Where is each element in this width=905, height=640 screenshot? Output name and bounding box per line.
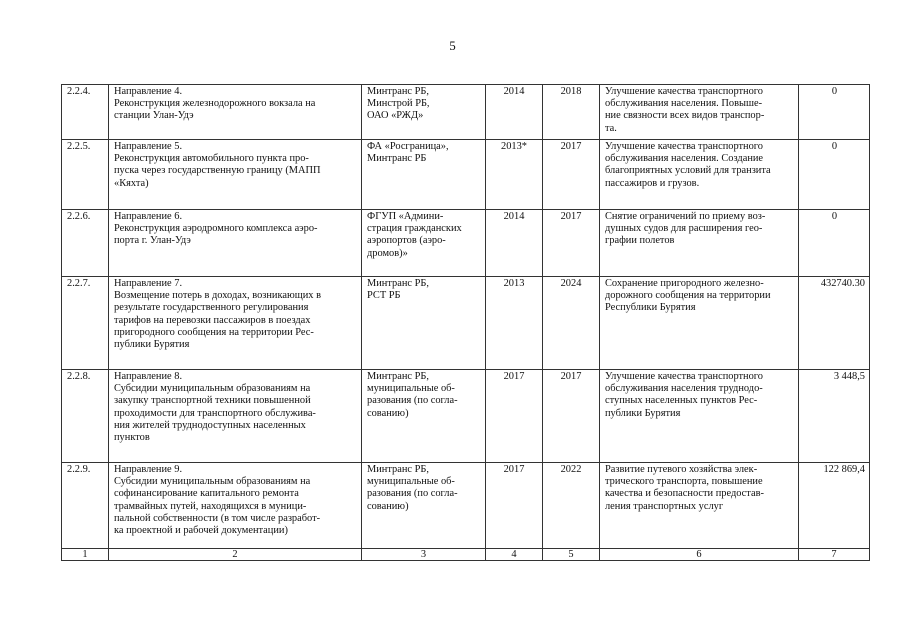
item-number-cell: 2.2.8. <box>62 370 109 463</box>
column-number-cell: 3 <box>362 549 486 561</box>
expected-result-cell <box>600 277 799 370</box>
activity-name-cell <box>109 463 362 549</box>
activity-name-cell-line: Субсидии муниципальным образованиям на <box>114 476 311 488</box>
activity-name-cell <box>109 140 362 210</box>
activity-name-cell-line: порта г. Улан-Удэ <box>114 235 191 247</box>
start-year-cell: 2013* <box>486 140 543 210</box>
item-number-cell: 2.2.4. <box>62 85 109 140</box>
expected-result-cell-line: ступных населенных пунктов Рес- <box>605 395 758 407</box>
activity-name-cell-line: пальной собственности (в том числе разработ- <box>114 512 321 524</box>
activity-name-cell-line: ния жителей труднодоступных населенных <box>114 419 306 431</box>
table-row <box>62 85 870 140</box>
expected-result-cell-line: пассажиров и грузов. <box>605 177 700 189</box>
activity-name-cell-line: пунктов <box>114 432 150 444</box>
column-number-cell: 5 <box>543 549 600 561</box>
activity-name-cell-line: Направление 6. <box>114 211 183 222</box>
start-year-cell: 2017 <box>486 370 543 463</box>
executor-cell <box>362 370 486 463</box>
executor-cell-line: сованию) <box>367 500 409 512</box>
table-body <box>62 85 870 561</box>
end-year-cell: 2017 <box>543 210 600 277</box>
executor-cell-line: аэропортов (аэро- <box>367 235 446 247</box>
financing-cell: 3 448,5 <box>799 370 870 463</box>
expected-result-cell-line: Снятие ограничений по приему воз- <box>605 211 766 222</box>
expected-result-cell-line: обслуживания населения. Создание <box>605 153 764 165</box>
expected-result-cell-line: та. <box>605 122 617 134</box>
financing-cell: 432740.30 <box>799 277 870 370</box>
executor-cell-line: Минтранс РБ, <box>367 278 429 289</box>
expected-result-cell-line: дорожного сообщения на территории <box>605 290 771 302</box>
executor-cell-line: разования (по согла- <box>367 488 458 500</box>
activity-name-cell-line: Реконструкция железнодорожного вокзала на <box>114 98 316 110</box>
executor-cell-line: ОАО «РЖД» <box>367 110 424 122</box>
expected-result-cell <box>600 210 799 277</box>
page-number: 5 <box>449 38 456 53</box>
end-year-cell: 2017 <box>543 140 600 210</box>
activity-name-cell-line: Направление 5. <box>114 141 183 152</box>
financing-cell: 0 <box>799 140 870 210</box>
expected-result-cell-line: Сохранение пригородного железно- <box>605 278 764 289</box>
table-row <box>62 463 870 549</box>
expected-result-cell-line: ления транспортных услуг <box>605 500 724 512</box>
end-year-cell: 2018 <box>543 85 600 140</box>
executor-cell <box>362 85 486 140</box>
expected-result-cell-line: Улучшение качества транспортного <box>605 141 764 152</box>
activity-name-cell-line: Реконструкция аэродромного комплекса аэро- <box>114 223 318 235</box>
activity-name-cell-line: результате государственного регулирования <box>114 302 309 314</box>
activity-name-cell-line: Направление 8. <box>114 371 183 382</box>
table-row <box>62 140 870 210</box>
executor-cell-line: дромов)» <box>367 247 408 259</box>
executor-cell-line: Минтранс РБ <box>367 153 427 165</box>
expected-result-cell-line: Развитие путевого хозяйства элек- <box>605 464 758 475</box>
executor-cell-line: Минтранс РБ, <box>367 86 429 97</box>
item-number-cell: 2.2.5. <box>62 140 109 210</box>
column-number-cell: 7 <box>799 549 870 561</box>
expected-result-cell-line: качества и безопасности предостав- <box>605 488 764 500</box>
activity-name-cell-line: публики Бурятия <box>114 339 190 351</box>
end-year-cell: 2022 <box>543 463 600 549</box>
activity-name-cell-line: станции Улан-Удэ <box>114 110 194 122</box>
executor-cell-line: ФА «Росграница», <box>367 141 449 152</box>
financing-cell: 122 869,4 <box>799 463 870 549</box>
expected-result-cell <box>600 85 799 140</box>
activity-name-cell <box>109 85 362 140</box>
activity-name-cell <box>109 277 362 370</box>
executor-cell-line: муниципальные об- <box>367 476 455 488</box>
expected-result-cell-line: ние связности всех видов транспор- <box>605 110 765 122</box>
activity-name-cell-line: Направление 7. <box>114 278 183 289</box>
start-year-cell: 2014 <box>486 85 543 140</box>
expected-result-cell-line: обслуживания населения труднодо- <box>605 383 763 395</box>
activity-name-cell-line: Реконструкция автомобильного пункта про- <box>114 153 309 165</box>
executor-cell-line: Минтранс РБ, <box>367 464 429 475</box>
table-row <box>62 210 870 277</box>
executor-cell-line: сованию) <box>367 407 409 419</box>
table-row <box>62 277 870 370</box>
activity-name-cell-line: закупку транспортной техники повышенной <box>114 395 311 407</box>
expected-result-cell-line: Улучшение качества транспортного <box>605 371 764 382</box>
item-number-cell: 2.2.6. <box>62 210 109 277</box>
activity-name-cell <box>109 370 362 463</box>
activity-name-cell-line: проходимости для транспортного обслужива- <box>114 407 316 419</box>
column-number-cell: 2 <box>109 549 362 561</box>
end-year-cell: 2024 <box>543 277 600 370</box>
program-activities-table <box>61 84 870 561</box>
executor-cell-line: разования (по согла- <box>367 395 458 407</box>
executor-cell-line: муниципальные об- <box>367 383 455 395</box>
executor-cell-line: Минстрой РБ, <box>367 98 430 110</box>
end-year-cell: 2017 <box>543 370 600 463</box>
activity-name-cell-line: Субсидии муниципальным образованиям на <box>114 383 311 395</box>
expected-result-cell-line: Республики Бурятия <box>605 302 696 314</box>
expected-result-cell <box>600 463 799 549</box>
executor-cell <box>362 463 486 549</box>
activity-name-cell <box>109 210 362 277</box>
executor-cell <box>362 277 486 370</box>
activity-name-cell-line: трамвайных путей, находящихся в муници- <box>114 500 307 512</box>
activity-name-cell-line: Направление 9. <box>114 464 183 475</box>
item-number-cell: 2.2.9. <box>62 463 109 549</box>
expected-result-cell-line: Улучшение качества транспортного <box>605 86 764 97</box>
start-year-cell: 2014 <box>486 210 543 277</box>
column-number-row <box>62 549 870 561</box>
executor-cell-line: РСТ РБ <box>367 290 401 302</box>
executor-cell <box>362 210 486 277</box>
column-number-cell: 4 <box>486 549 543 561</box>
executor-cell <box>362 140 486 210</box>
start-year-cell: 2017 <box>486 463 543 549</box>
column-number-cell: 1 <box>62 549 109 561</box>
financing-cell: 0 <box>799 210 870 277</box>
column-number-cell: 6 <box>600 549 799 561</box>
activity-name-cell-line: ка проектной и рабочей документации) <box>114 525 288 537</box>
expected-result-cell-line: обслуживания населения. Повыше- <box>605 98 763 110</box>
expected-result-cell-line: душных судов для расширения гео- <box>605 223 763 235</box>
expected-result-cell-line: графии полетов <box>605 235 675 247</box>
expected-result-cell <box>600 370 799 463</box>
activity-name-cell-line: Направление 4. <box>114 86 183 97</box>
activity-name-cell-line: пригородного сообщения на территории Рес- <box>114 326 314 338</box>
executor-cell-line: ФГУП «Админи- <box>367 211 444 222</box>
activity-name-cell-line: «Кяхта) <box>114 177 149 189</box>
start-year-cell: 2013 <box>486 277 543 370</box>
financing-cell: 0 <box>799 85 870 140</box>
expected-result-cell-line: публики Бурятия <box>605 407 681 419</box>
executor-cell-line: страция гражданских <box>367 223 462 235</box>
expected-result-cell-line: трического транспорта, повышение <box>605 476 763 488</box>
expected-result-cell <box>600 140 799 210</box>
item-number-cell: 2.2.7. <box>62 277 109 370</box>
activity-name-cell-line: тарифов на перевозки пассажиров в поездах <box>114 314 311 326</box>
executor-cell-line: Минтранс РБ, <box>367 371 429 382</box>
activity-name-cell-line: софинансирование капитального ремонта <box>114 488 299 500</box>
table-row <box>62 370 870 463</box>
expected-result-cell-line: благоприятных условий для транзита <box>605 165 771 177</box>
activity-name-cell-line: Возмещение потерь в доходах, возникающих в <box>114 290 322 302</box>
activity-name-cell-line: пуска через государственную границу (МАПП <box>114 165 321 177</box>
